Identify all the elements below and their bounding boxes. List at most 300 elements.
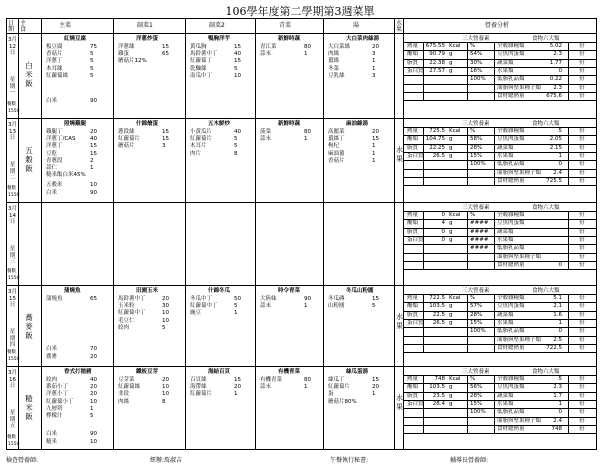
- ingredient-name: 紅蘿蔔絲: [46, 72, 69, 79]
- meal-count-label: 餐數: [7, 350, 16, 355]
- nutrient-percent: ####: [470, 220, 489, 227]
- staple-ingredient-name: 白米: [46, 190, 58, 196]
- dish-name: 蒲燒魚: [64, 288, 81, 294]
- ingredient-weight: 10: [162, 310, 169, 317]
- ingredient-name: 番茄小丁: [46, 384, 69, 391]
- nutrient-col-line: [467, 127, 468, 185]
- food-group-value: 0.22: [549, 76, 562, 83]
- food-group-unit: 份: [579, 409, 585, 416]
- nutrient-col-line: [494, 375, 495, 433]
- ingredient-name: 雞蛋: [118, 51, 130, 58]
- nutrient-label: 醣類: [407, 136, 419, 143]
- staple-ingredient-weight: 90: [90, 431, 97, 437]
- food-group-label: 全穀雜糧類: [497, 376, 525, 382]
- ingredient-name: 菠菜: [260, 129, 272, 135]
- food-group-value: 1: [558, 400, 562, 407]
- ingredient-weight: 20: [234, 384, 241, 391]
- ingredient-weight: 20: [372, 44, 379, 50]
- col-divider: [41, 19, 42, 449]
- ingredient-weight: 30: [162, 303, 169, 310]
- food-group-value: 2.4: [553, 417, 562, 424]
- ingredient-weight: 1: [304, 136, 308, 143]
- food-group-value: 0: [558, 67, 562, 74]
- nutrient-label: 脂質: [407, 228, 419, 235]
- date-cell: 3月12日: [8, 37, 17, 56]
- food-group-label: 豆魚肉蛋類: [497, 303, 525, 310]
- food-group-unit: 份: [579, 212, 585, 218]
- ingredient-weight: 40: [234, 51, 241, 58]
- nutrient-percent: 54%: [470, 51, 483, 58]
- staple-food: 蕎麥飯: [25, 313, 33, 340]
- footer-dietitian: 輔導長營養師:: [450, 457, 489, 464]
- row-divider: [7, 366, 596, 367]
- nutrient-unit: Kcal: [449, 376, 461, 382]
- nutrient-col-line: [494, 42, 495, 100]
- nutrient-unit: g: [449, 220, 453, 227]
- ingredient-name: 豌豆: [190, 310, 202, 317]
- nutrient-section-title: 三大營養素: [462, 288, 490, 294]
- nutrient-unit: g: [449, 319, 453, 326]
- food-group-unit: 份: [579, 295, 585, 301]
- dish-name: 麻油線湯: [346, 121, 369, 127]
- ingredient-weight: 8: [234, 150, 238, 157]
- ingredient-name: 紅蘿蔔絲: [118, 384, 141, 391]
- food-group-label: 油脂與堅果種子類: [497, 417, 542, 424]
- food-group-value: 1: [558, 319, 562, 326]
- ingredient-name: 南瓜中丁: [190, 72, 213, 79]
- food-group-label: 低脂乳品類: [497, 328, 525, 335]
- nutrient-unit: g: [449, 392, 453, 399]
- dish-name: 海結百頁: [208, 369, 231, 375]
- nutrient-value: 28.4: [432, 400, 445, 407]
- food-group-value: 722.5: [546, 344, 562, 351]
- staple-ingredient-name: 白米: [46, 98, 58, 104]
- nutrient-value: 22.5: [432, 311, 445, 318]
- meal-count-label: 餐數: [7, 102, 16, 107]
- nutrient-col-line: [568, 211, 569, 269]
- food-group-label: 蔬菜類: [497, 311, 514, 318]
- meal-count-value: 1550: [8, 357, 20, 362]
- staple-ingredient-name: 五穀米: [46, 182, 63, 188]
- dish-name: 鴨胸洋芋: [208, 36, 231, 42]
- ingredient-weight: 5: [90, 51, 94, 58]
- nutrient-col-line: [467, 42, 468, 100]
- ingredient-name: 薑絲丁: [328, 136, 345, 143]
- nutrient-unit: Kcal: [449, 43, 461, 49]
- nutrient-label: 蛋白質: [407, 400, 424, 407]
- food-group-label: 食材總熱量: [497, 177, 525, 184]
- header-side2: 副菜2: [209, 22, 225, 29]
- staple-ingredient-weight: 10: [90, 182, 97, 188]
- food-group-label: 水果類: [497, 236, 514, 243]
- nutrient-percent: ####: [470, 228, 489, 235]
- ingredient-name: 蔥段絲: [118, 129, 135, 135]
- ingredient-name: 山粉圓: [328, 303, 345, 310]
- nutrient-percent: 30%: [470, 59, 483, 66]
- food-group-unit: 份: [579, 245, 585, 252]
- staple-food: 五穀飯: [25, 146, 33, 173]
- menu-grid: [6, 18, 597, 450]
- nutrient-value: 22.25: [429, 144, 445, 151]
- ingredient-weight: 75: [90, 44, 97, 50]
- nutrient-percent: 15%: [470, 152, 483, 159]
- nutrient-label: 熱量: [407, 376, 419, 382]
- nutrient-row-line: [403, 269, 596, 270]
- food-group-unit: 份: [579, 128, 585, 134]
- nutrient-unit: g: [449, 136, 453, 143]
- ingredient-weight: 20: [162, 296, 169, 302]
- nutrient-percent: 15%: [470, 400, 483, 407]
- food-groups-title: 食物六大類: [532, 36, 560, 42]
- ingredient-name: 乾麵絲: [190, 65, 207, 72]
- ingredient-weight: 80: [304, 44, 311, 50]
- food-group-unit: 份: [579, 344, 585, 351]
- food-group-unit: 份: [579, 425, 585, 432]
- ingredient-weight: 3: [162, 143, 166, 150]
- food-group-unit: 份: [579, 400, 585, 407]
- food-group-unit: 份: [579, 261, 585, 268]
- ingredient-weight: 1: [372, 157, 376, 164]
- ingredient-name: 蒜仁: [46, 165, 58, 171]
- food-group-label: 蔬菜類: [497, 228, 514, 235]
- food-group-value: 2.1: [553, 303, 562, 310]
- nutrient-percent: 28%: [470, 144, 483, 151]
- ingredient-weight: 1: [372, 391, 376, 398]
- nutrient-label: 蛋白質: [407, 152, 424, 159]
- header-nutrition: 營養分析: [485, 22, 510, 29]
- meal-count-value: 1550: [8, 193, 20, 198]
- dish-name: 田園玉米: [136, 288, 159, 294]
- nutrient-row-line: [403, 352, 596, 353]
- nutrient-unit: Kcal: [449, 295, 461, 301]
- ingredient-name: 大白菜絲: [328, 44, 351, 50]
- food-groups-title: 食物六大類: [532, 205, 560, 211]
- ingredient-name: 豆芽菜: [118, 377, 135, 383]
- nutrient-value: 675.55: [425, 43, 445, 49]
- food-group-label: 低脂乳品類: [497, 76, 525, 83]
- food-group-unit: 份: [579, 303, 585, 310]
- food-group-unit: 份: [579, 177, 585, 184]
- nutrient-unit: Kcal: [449, 128, 461, 134]
- food-group-unit: 份: [579, 228, 585, 235]
- footer-inspector: 檢查營養師:: [6, 457, 39, 464]
- nutrient-label: 熱量: [407, 295, 419, 301]
- ingredient-weight: 65: [162, 51, 169, 58]
- food-group-label: 全穀雜糧類: [497, 43, 525, 49]
- ingredient-name: 雞腿丁: [46, 129, 63, 135]
- food-group-unit: 份: [579, 84, 585, 91]
- nutrient-value: 0: [441, 212, 445, 218]
- fruit-cell: 水果: [396, 146, 403, 163]
- nutrient-value: 27.57: [429, 67, 445, 74]
- food-group-unit: 份: [579, 161, 585, 168]
- food-group-unit: 份: [579, 43, 585, 49]
- food-group-label: 水果類: [497, 152, 514, 159]
- meal-count-label: 餐數: [7, 435, 16, 440]
- nutrient-col-line: [568, 294, 569, 352]
- food-group-value: 0: [558, 161, 562, 168]
- nutrient-col-line: [423, 375, 424, 433]
- nutrient-unit: g: [449, 67, 453, 74]
- dish-name: 洋蔥炒蛋: [136, 36, 159, 42]
- staple-ingredient-weight: 20: [90, 354, 97, 360]
- food-group-unit: 份: [579, 152, 585, 159]
- ingredient-name: 肉絲: [328, 51, 340, 58]
- food-group-label: 全穀雜糧類: [497, 212, 525, 218]
- dish-name: 什錦冬瓜: [208, 288, 231, 294]
- ingredient-weight: 1: [372, 143, 376, 150]
- ingredient-name: 蒜末: [260, 51, 272, 58]
- ingredient-weight: 10: [162, 391, 169, 398]
- row-divider: [7, 285, 596, 286]
- nutrient-col-line: [423, 294, 424, 352]
- ingredient-weight: 1: [304, 51, 308, 58]
- ingredient-name: 蘑菇片80%: [328, 398, 357, 405]
- ingredient-weight: 5: [90, 65, 94, 72]
- ingredient-name: 洋蔥絲: [118, 44, 135, 50]
- ingredient-name: 高麗菜: [328, 129, 345, 135]
- meal-count-value: 1550: [8, 442, 20, 447]
- ingredient-weight: 15: [90, 150, 97, 157]
- nutrient-label: 醣類: [407, 384, 419, 391]
- ingredient-weight: 15: [234, 58, 241, 65]
- staple-ingredient-weight: 90: [90, 190, 97, 196]
- food-group-value: 5: [558, 376, 562, 382]
- food-group-unit: 份: [579, 59, 585, 66]
- nutrient-col-line: [568, 127, 569, 185]
- nutrient-col-line: [494, 211, 495, 269]
- nutrient-label: 醣類: [407, 303, 419, 310]
- nutrient-col-line: [467, 211, 468, 269]
- ingredient-weight: 1: [234, 391, 238, 398]
- food-group-unit: 份: [579, 328, 585, 335]
- food-group-unit: 份: [579, 144, 585, 151]
- nutrient-percent: %: [470, 376, 476, 382]
- nutrient-unit: g: [449, 400, 453, 407]
- nutrient-col-line: [568, 375, 569, 433]
- ingredient-weight: 40: [90, 136, 97, 143]
- nutrient-unit: Kcal: [449, 212, 461, 218]
- dish-name: 新鮮時蔬: [278, 121, 301, 127]
- ingredient-weight: 3: [372, 72, 376, 79]
- nutrient-col-line: [467, 294, 468, 352]
- header-veg: 青菜: [279, 22, 292, 29]
- nutrient-label: 蛋白質: [407, 236, 424, 243]
- ingredient-weight: 5: [234, 303, 238, 310]
- ingredient-name: 馬鈴薯中丁: [190, 51, 218, 58]
- ingredient-name: 香菇片: [328, 157, 345, 164]
- ingredient-name: 紅蘿蔔中丁: [118, 310, 146, 317]
- footer-secretary: 午餐執行秘書:: [330, 457, 369, 464]
- food-group-unit: 份: [579, 311, 585, 318]
- nutrient-value: 725.5: [429, 128, 445, 134]
- nutrient-percent: 16%: [470, 67, 483, 74]
- food-group-unit: 份: [579, 51, 585, 58]
- ingredient-name: 玉米粒: [118, 303, 135, 310]
- food-group-label: 油脂與堅果種子類: [497, 84, 542, 91]
- nutrient-percent: 28%: [470, 311, 483, 318]
- nutrient-percent: 56%: [470, 384, 483, 391]
- ingredient-weight: 1: [90, 165, 94, 171]
- meal-count-value: 1550: [8, 109, 20, 114]
- date-cell: 3月15日: [8, 289, 17, 308]
- food-group-value: 0: [558, 409, 562, 416]
- col-divider: [113, 19, 114, 449]
- ingredient-name: 豆乾: [46, 150, 58, 157]
- nutrient-value: 103.5: [429, 384, 445, 391]
- food-group-unit: 份: [579, 67, 585, 74]
- ingredient-name: 蒜末: [260, 136, 272, 143]
- food-group-unit: 份: [579, 253, 585, 260]
- ingredient-weight: 5: [90, 413, 94, 419]
- fruit-cell: 水果: [396, 313, 403, 330]
- nutrient-total: 100%: [470, 76, 486, 82]
- nutrient-unit: g: [449, 152, 453, 159]
- row-divider: [7, 202, 596, 203]
- ingredient-weight: 20: [372, 129, 379, 135]
- header-side1: 副菜1: [137, 22, 153, 29]
- food-group-value: 5.1: [553, 295, 562, 301]
- nutrient-label: 熱量: [407, 212, 419, 218]
- nutrient-total: 100%: [470, 161, 486, 167]
- nutrient-row-line: [403, 100, 596, 101]
- dish-name: 紅燒豆腐: [64, 36, 87, 42]
- ingredient-weight: 5: [234, 65, 238, 72]
- food-group-label: 低脂乳品類: [497, 409, 525, 416]
- nutrient-unit: g: [449, 144, 453, 151]
- nutrient-label: 脂質: [407, 311, 419, 318]
- nutrient-label: 脂質: [407, 144, 419, 151]
- nutrient-value: 26.5: [432, 152, 445, 159]
- food-group-label: 油脂與堅果種子類: [497, 169, 542, 176]
- ingredient-weight: 8: [162, 398, 166, 405]
- ingredient-weight: 5: [162, 324, 166, 331]
- header-staple: 主食: [20, 20, 27, 33]
- food-group-value: 5.02: [549, 43, 562, 49]
- ingredient-weight: 1: [372, 58, 376, 65]
- ingredient-weight: 20: [90, 129, 97, 135]
- food-group-unit: 份: [579, 384, 585, 391]
- ingredient-name: 枸杞: [328, 143, 340, 150]
- food-group-label: 水果類: [497, 67, 514, 74]
- ingredient-name: 蘑菇片: [118, 143, 135, 150]
- staple-ingredient-name: 蕎麥: [46, 354, 58, 360]
- col-divider: [185, 19, 186, 449]
- ingredient-name: 肉絲: [118, 398, 130, 405]
- food-group-label: 低脂乳品類: [497, 161, 525, 168]
- nutrient-unit: g: [449, 51, 453, 58]
- food-group-unit: 份: [579, 392, 585, 399]
- ingredient-weight: 10: [90, 398, 97, 405]
- nutrient-percent: 58%: [470, 136, 483, 143]
- ingredient-weight: 20: [372, 384, 379, 391]
- food-group-unit: 份: [579, 336, 585, 343]
- food-group-unit: 份: [579, 220, 585, 227]
- header-main: 主菜: [59, 22, 72, 29]
- nutrient-value: 26.5: [432, 319, 445, 326]
- ingredient-name: 大陸妹: [260, 296, 277, 302]
- food-group-value: 748: [551, 425, 562, 432]
- ingredient-weight: 1: [304, 303, 308, 310]
- ingredient-name: 蒲燒魚: [46, 296, 63, 302]
- ingredient-weight: 15: [372, 296, 379, 302]
- food-group-unit: 份: [579, 236, 585, 243]
- nutrient-label: 脂質: [407, 59, 419, 66]
- ingredient-name: 百頁絲: [190, 377, 207, 383]
- food-group-label: 豆魚肉蛋類: [497, 136, 525, 143]
- ingredient-name: 小黃瓜片: [190, 129, 213, 135]
- ingredient-name: 青蔥段: [46, 157, 63, 164]
- food-group-label: 豆魚肉蛋類: [497, 51, 525, 58]
- weekday-cell: 星期一: [9, 77, 16, 96]
- food-group-value: 1.6: [553, 311, 562, 318]
- nutrient-value: 0: [441, 236, 445, 243]
- ingredient-weight: 80: [304, 129, 311, 135]
- staple-ingredient-weight: 10: [90, 439, 97, 445]
- ingredient-weight: 1: [304, 384, 308, 391]
- ingredient-name: 黃瓜胸: [190, 44, 207, 50]
- food-group-label: 全穀雜糧類: [497, 128, 525, 134]
- nutrient-unit: g: [449, 384, 453, 391]
- food-group-label: 食材總熱量: [497, 344, 525, 351]
- ingredient-name: 蘑菇片12%: [118, 58, 147, 65]
- food-group-value: 2.15: [549, 144, 562, 151]
- ingredient-name: 麻油薑: [328, 150, 345, 157]
- staple-ingredient-weight: 70: [90, 346, 97, 352]
- ingredient-weight: 5: [234, 143, 238, 150]
- ingredient-name: 海帶絲: [190, 384, 207, 391]
- ingredient-weight: 10: [234, 72, 241, 79]
- food-group-label: 蔬菜類: [497, 392, 514, 399]
- ingredient-name: 紅蘿蔔片: [118, 136, 141, 143]
- nutrient-label: 醣類: [407, 51, 419, 58]
- ingredient-weight: 20: [90, 391, 97, 398]
- staple-ingredient-name: 糙米: [46, 439, 58, 445]
- food-group-value: 675.6: [546, 92, 562, 99]
- food-group-value: 1.7: [553, 392, 562, 399]
- ingredient-name: 絞肉: [118, 324, 130, 331]
- meal-count-label: 餐數: [7, 269, 16, 274]
- ingredient-name: 蛋: [328, 391, 334, 398]
- ingredient-name: 洋蔥丁/CAS: [46, 136, 76, 143]
- dish-name: 五木鮮炒: [208, 121, 231, 127]
- ingredient-name: 絞肉: [46, 377, 58, 383]
- food-group-value: 1: [558, 152, 562, 159]
- nutrient-unit: g: [449, 311, 453, 318]
- staple-food: 糙米飯: [25, 394, 33, 421]
- nutrient-percent: 57%: [470, 303, 483, 310]
- dish-name: 新鮮時蔬: [278, 36, 301, 42]
- food-group-value: 2.3: [553, 384, 562, 391]
- nutrient-row-line: [403, 185, 596, 186]
- food-group-label: 低脂乳品類: [497, 245, 525, 252]
- nutrient-row-line: [403, 433, 596, 434]
- ingredient-weight: 1: [90, 405, 94, 412]
- col-divider: [394, 19, 395, 449]
- nutrient-section-title: 三大營養素: [462, 369, 490, 375]
- staple-food: 白米飯: [25, 61, 33, 88]
- nutrient-col-line: [568, 42, 569, 100]
- nutrient-percent: %: [470, 295, 476, 301]
- weekday-cell: 星期二: [9, 162, 16, 181]
- ingredient-name: 薑絲: [328, 58, 340, 65]
- ingredient-weight: 15: [372, 377, 379, 383]
- nutrient-col-line: [494, 294, 495, 352]
- ingredient-weight: 15: [234, 44, 241, 50]
- ingredient-name: 紅蘿蔔小丁: [46, 398, 74, 405]
- ingredient-weight: 15: [234, 377, 241, 383]
- nutrient-value: 722.5: [429, 295, 445, 301]
